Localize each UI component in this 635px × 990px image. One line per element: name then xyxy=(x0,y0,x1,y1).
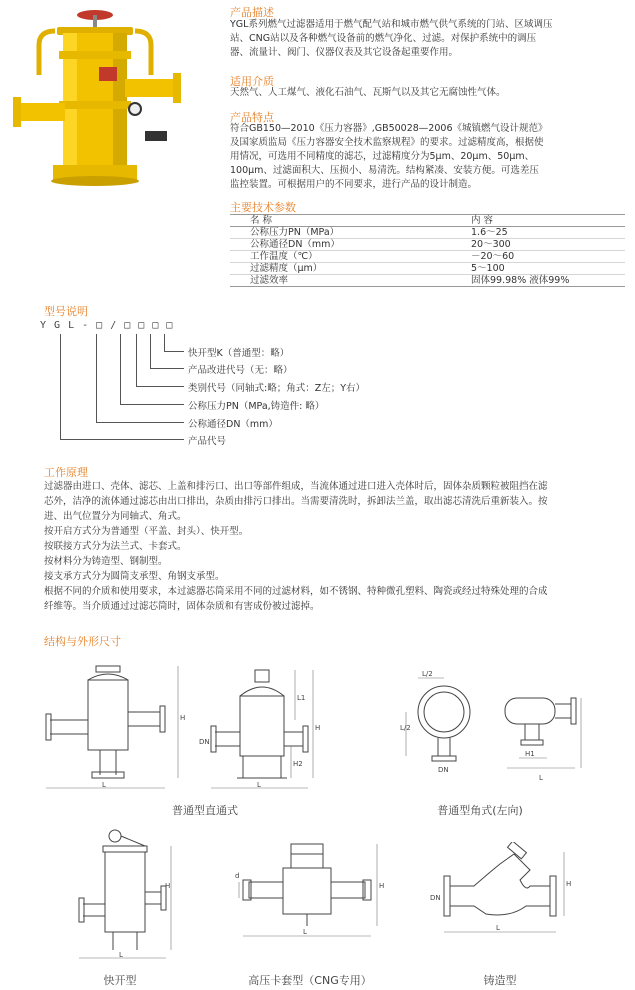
dim-label: L1 xyxy=(297,694,306,702)
dim-label: L xyxy=(257,781,261,789)
features-title: 产品特点 xyxy=(230,111,274,124)
model-label: 产品代号 xyxy=(188,436,227,447)
dim-label: L/2 xyxy=(422,670,433,678)
principle-text: 过滤器由进口、壳体、滤芯、上盖和排污口、出口等部件组成，当流体通过进口进入壳体时后，固体杂质颗粒被阻挡在滤 芯外，洁净的流体通过滤芯由出口排出，杂质由排污口排出。当需要清洗时，拆卸法兰盖，取出滤芯清洗后重新装入。按 进、出气位置分为同轴式、角式。 按开启方式分为普通型（平盖、封头）、快开型。 按联接方式分为法兰式、卡套式。 按材料分为铸造型、钢制型。 接支承方式分为圆筒支承型、角钢支承型。 根据不同的介质和使用要求，本过滤器芯筒采用不同的过滤材料，如不锈钢、特种微孔塑料、陶瓷或经过特殊处理的合成 纤维等。当介质通过过滤芯筒时，固体杂质和有害成份被过滤掉。 xyxy=(44,481,548,612)
dim-label: L xyxy=(496,924,500,932)
spec-row: 公称压力PN（MPa） 1.6～25 xyxy=(230,227,625,239)
drawing-high-pressure xyxy=(235,838,385,948)
specs-title: 主要技术参数 xyxy=(230,201,296,214)
drawing-cast xyxy=(430,842,580,952)
caption-normal-angle: 普通型角式(左向) xyxy=(437,804,523,817)
model-label: 类别代号（同轴式:略；角式：Z左；Y右） xyxy=(188,383,366,394)
dim-label: L xyxy=(539,774,543,782)
dim-label: L/2 xyxy=(400,724,411,732)
dim-label: H xyxy=(180,714,186,722)
description-title: 产品描述 xyxy=(230,6,274,19)
model-label: 公称通径DN（mm） xyxy=(188,419,278,430)
model-code: Y G L - □ / □ □ □ □ xyxy=(40,320,174,331)
drawing-normal-straight xyxy=(40,660,190,795)
caption-normal-straight: 普通型直通式 xyxy=(172,804,238,817)
dim-label: d xyxy=(235,872,240,880)
dim-label: L xyxy=(102,781,106,789)
model-title: 型号说明 xyxy=(44,305,88,318)
drawing-quick-open xyxy=(75,828,175,963)
dim-label: L xyxy=(303,928,307,936)
model-label: 产品改进代号（无：略） xyxy=(188,365,293,376)
spec-header-row xyxy=(230,215,625,227)
spec-row: 过滤效率 固体99.98% 液体99% xyxy=(230,275,625,287)
dim-label: DN xyxy=(430,894,441,902)
dim-label: DN xyxy=(199,738,210,746)
product-photo xyxy=(5,5,195,195)
medium-title: 适用介质 xyxy=(230,75,274,88)
spec-header-value: 内 容 xyxy=(455,215,625,227)
principle-title: 工作原理 xyxy=(44,466,88,479)
medium-text: 天然气、人工煤气、液化石油气、瓦斯气以及其它无腐蚀性气体。 xyxy=(230,87,506,98)
caption-quick-open: 快开型 xyxy=(103,974,137,987)
features-text: 符合GB150—2010《压力容器》,GB50028—2006《城镇燃气设计规范》 及国家质监局《压力容器安全技术监察规程》的要求。过滤精度高，根据使 用情况，可选用不同精度的滤芯，过滤精度分为5μm、20μm、50μm、 100μm、过滤面积大、压损小、易清洗。结构紧凑、安装方便。可选差压 监控装置。可根据用户的不同要求，进行产品的设计制造。 xyxy=(230,123,548,190)
dim-label: H xyxy=(315,724,321,732)
structure-title: 结构与外形尺寸 xyxy=(44,635,121,648)
dim-label: H xyxy=(165,882,171,890)
drawing-normal-side xyxy=(195,660,335,795)
caption-high-pressure: 高压卡套型（CNG专用） xyxy=(248,974,372,987)
drawing-angle-top xyxy=(400,668,490,778)
model-label: 公称压力PN（MPa,铸造件: 略） xyxy=(188,401,325,412)
model-label: 快开型K（普通型：略） xyxy=(188,348,290,359)
caption-cast: 铸造型 xyxy=(483,974,517,987)
spec-row: 过滤精度（μm） 5～100 xyxy=(230,263,625,275)
description-text: YGL系列燃气过滤器适用于燃气配气站和城市燃气供气系统的门站、区域调压 站、CNG站以及各种燃气设备前的燃气净化、过滤。对保护系统中的调压 器、流量计、阀门、仪器仪表及其它设备起重要作用。 xyxy=(230,19,553,58)
dim-label: H xyxy=(379,882,385,890)
spec-row: 公称通径DN（mm） 20～300 xyxy=(230,239,625,251)
dim-label: L xyxy=(119,951,123,959)
drawing-angle-side xyxy=(495,668,585,788)
spec-table xyxy=(230,214,625,287)
dim-label: H xyxy=(566,880,572,888)
dim-label: H2 xyxy=(293,760,303,768)
dim-label: DN xyxy=(438,766,449,774)
spec-header-name: 名 称 xyxy=(230,215,455,227)
spec-row: 工作温度（℃） －20～60 xyxy=(230,251,625,263)
dim-label: H1 xyxy=(525,750,535,758)
